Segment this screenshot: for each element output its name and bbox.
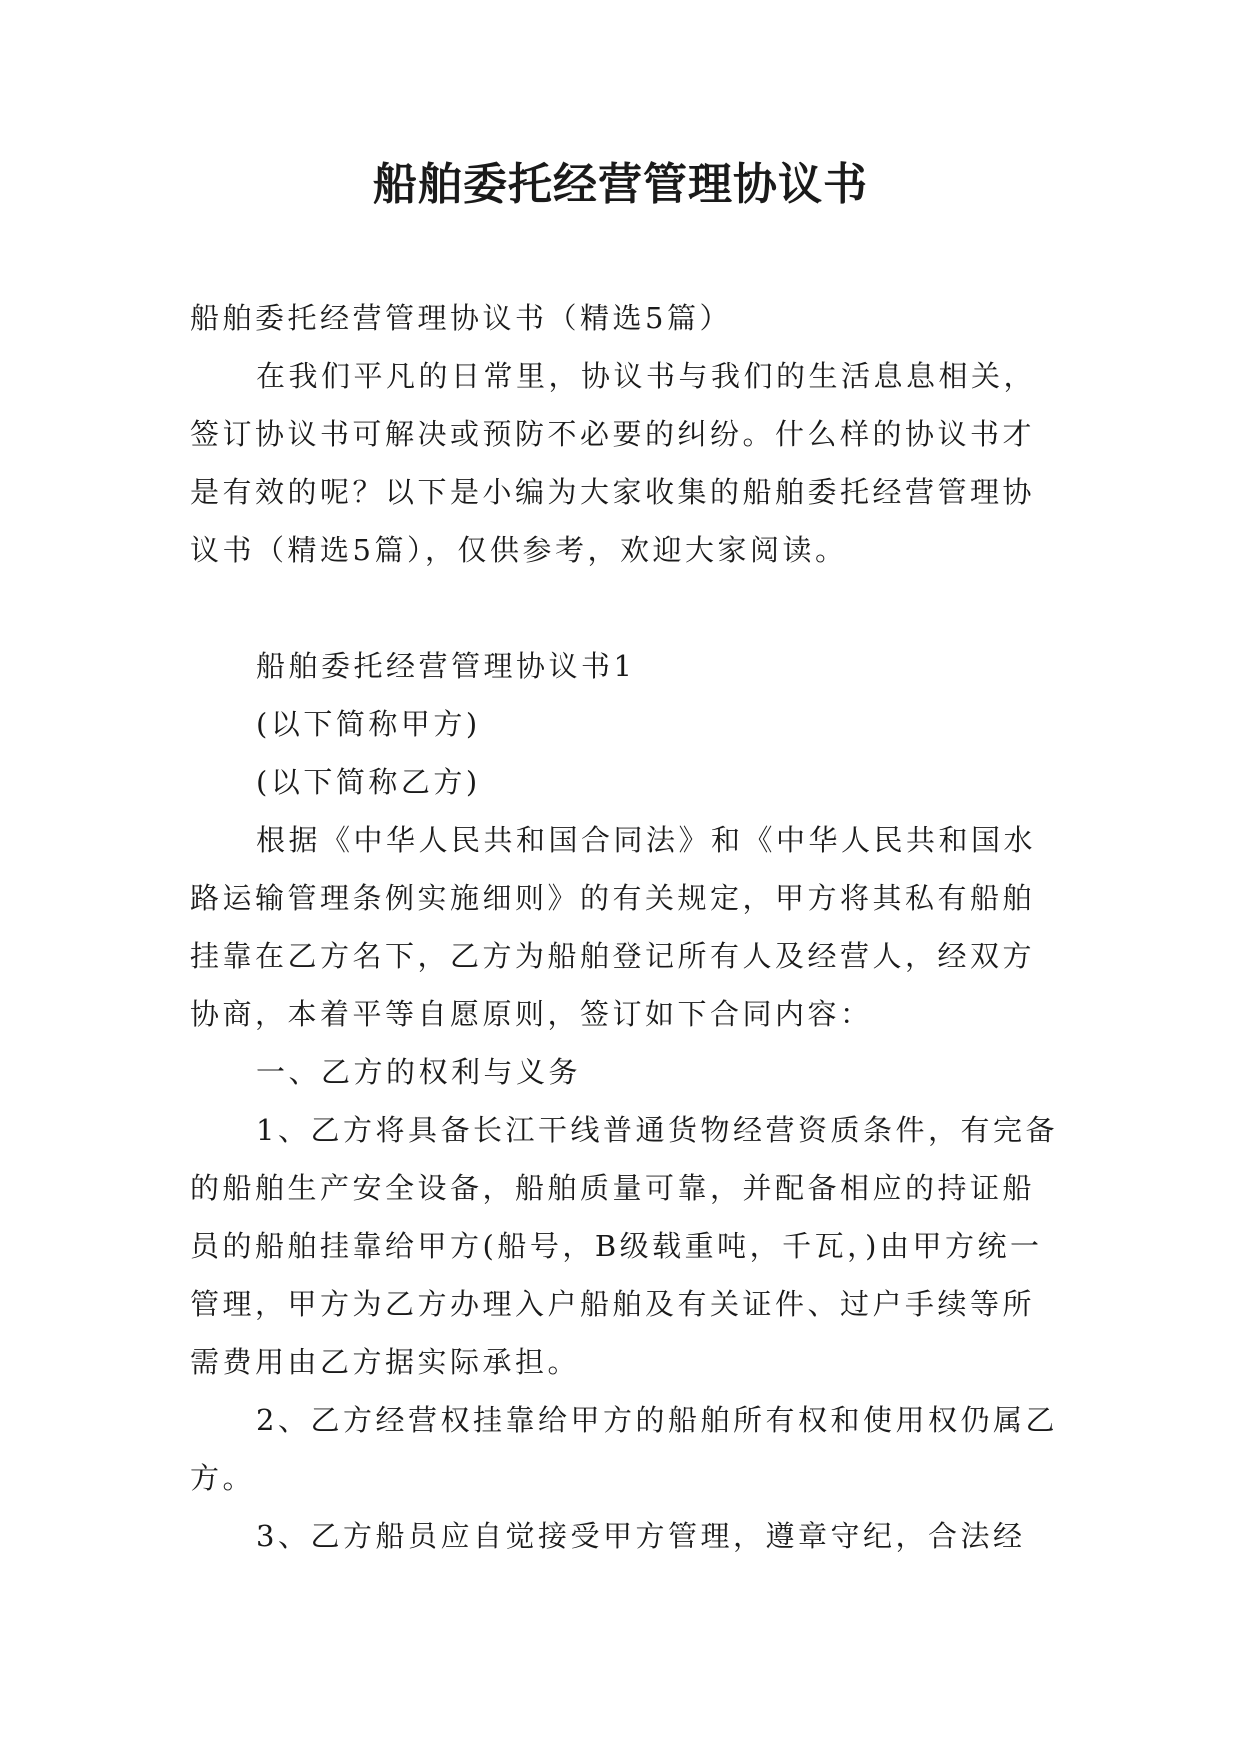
party-b-line: (以下简称乙方) [256, 765, 481, 799]
section-heading: 船舶委托经营管理协议书1 [256, 649, 636, 683]
clause-heading: 一、乙方的权利与义务 [256, 1055, 582, 1089]
intro-paragraph: 在我们平凡的日常里，协议书与我们的生活息息相关，签订协议书可解决或预防不必要的纠纷。什么样的协议书才是有效的呢？以下是小编为大家收集的船舶委托经营管理协议书（精选5篇），仅供参考，欢迎大家阅读。 [190, 359, 1037, 567]
document-title: 船舶委托经营管理协议书 [373, 159, 868, 210]
paragraph-spacer [190, 579, 1060, 637]
clause-3: 3、乙方船员应自觉接受甲方管理，遵章守纪，合法经 [256, 1519, 1026, 1553]
party-a-line: (以下简称甲方) [256, 707, 481, 741]
clause-2: 2、乙方经营权挂靠给甲方的船舶所有权和使用权仍属乙方。 [190, 1403, 1058, 1495]
document-body [190, 289, 1060, 1565]
document-subtitle: 船舶委托经营管理协议书（精选5篇） [190, 301, 732, 335]
clause-1: 1、乙方将具备长江干线普通货物经营资质条件，有完备的船舶生产安全设备，船舶质量可靠，并配备相应的持证船员的船舶挂靠给甲方(船号，B级载重吨，千瓦，)由甲方统一管理，甲方为乙方办理入户船舶及有关证件、过户手续等所需费用由乙方据实际承担。 [190, 1113, 1058, 1379]
preamble-paragraph: 根据《中华人民共和国合同法》和《中华人民共和国水路运输管理条例实施细则》的有关规定，甲方将其私有船舶挂靠在乙方名下，乙方为船舶登记所有人及经营人，经双方协商，本着平等自愿原则，签订如下合同内容： [190, 823, 1037, 1031]
